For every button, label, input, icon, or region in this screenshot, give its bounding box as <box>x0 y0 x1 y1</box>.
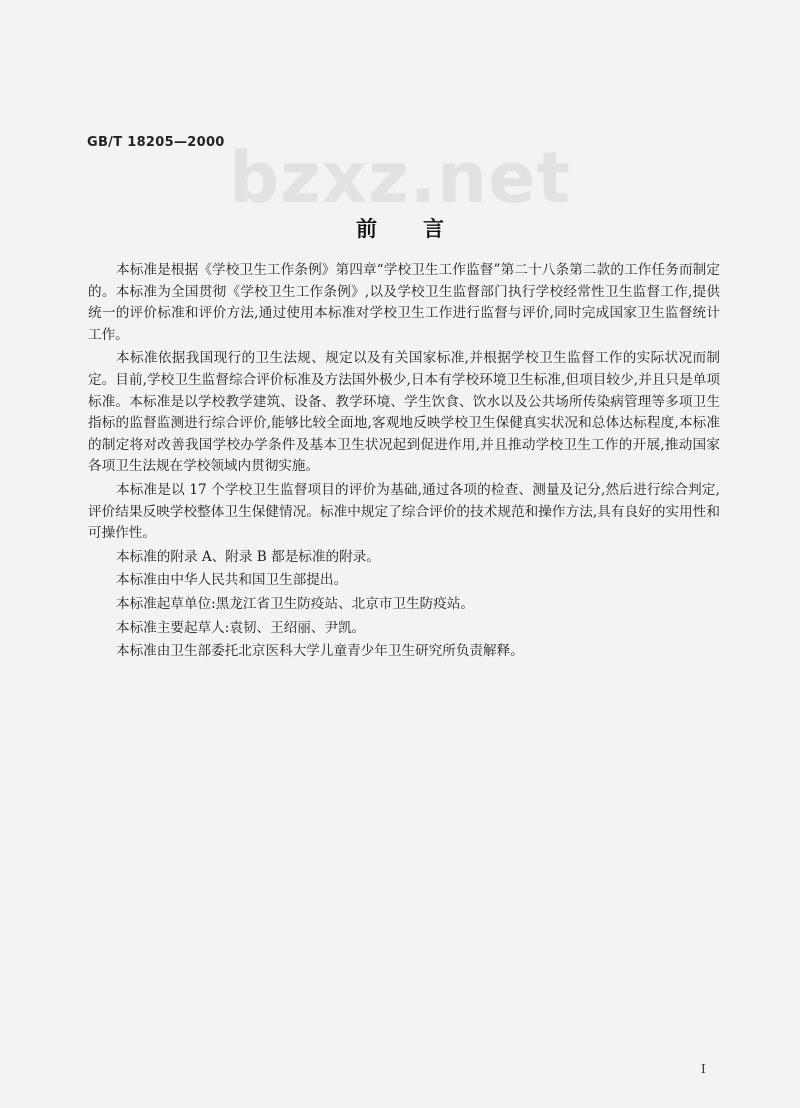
title-char-2: 言 <box>423 216 444 241</box>
page-title <box>0 213 800 243</box>
page-number: I <box>701 1062 706 1076</box>
paragraph-proposer: 本标准由中华人民共和国卫生部提出。 <box>116 572 348 589</box>
paragraph-purpose: 本标准是根据《学校卫生工作条例》第四章“学校卫生工作监督”第二十八条第二款的工作任务而制定的。本标准为全国贯彻《学校卫生工作条例》,以及学校卫生监督部门执行学校经常性卫生监督工作,提供统一的评价标准和评价方法,通过使用本标准对学校卫生工作进行监督与评价,同时完成国家卫生监督统计工作。 <box>88 262 720 343</box>
foreword-body <box>88 260 720 665</box>
paragraph-appendix: 本标准的附录 A、附录 B 都是标准的附录。 <box>116 548 380 565</box>
paragraph-drafting-units: 本标准起草单位:黑龙江省卫生防疫站、北京市卫生防疫站。 <box>116 595 475 612</box>
paragraph-interpretation: 本标准由卫生部委托北京医科大学儿童青少年卫生研究所负责解释。 <box>116 643 524 660</box>
watermark: bzxz.net <box>228 137 572 219</box>
paragraph-drafters: 本标准主要起草人:袁韧、王绍丽、尹凯。 <box>116 619 366 636</box>
paragraph-method: 本标准是以 17 个学校卫生监督项目的评价为基础,通过各项的检查、测量及记分,然后进行综合判定,评价结果反映学校整体卫生保健情况。标准中规定了综合评价的技术规范和操作方法,具有良好的实用性和可操作性。 <box>88 481 720 542</box>
title-char-1: 前 <box>356 216 377 241</box>
standard-code: GB/T 18205—2000 <box>87 135 225 150</box>
paragraph-basis: 本标准依据我国现行的卫生法规、规定以及有关国家标准,并根据学校卫生监督工作的实际状况而制定。目前,学校卫生监督综合评价标准及方法国外极少,日本有学校环境卫生标准,但项目较少,并且只是单项标准。本标准是以学校教学建筑、设备、教学环境、学生饮食、饮水以及公共场所传染病管理等多项卫生指标的监督监测进行综合评价,能够比较全面地,客观地反映学校卫生保健真实状况和总体达标程度,本标准的制定将对改善我国学校办学条件及基本卫生状况起到促进作用,并且推动学校卫生工作的开展,推动国家各项卫生法规在学校领域内贯彻实施。 <box>88 350 720 475</box>
